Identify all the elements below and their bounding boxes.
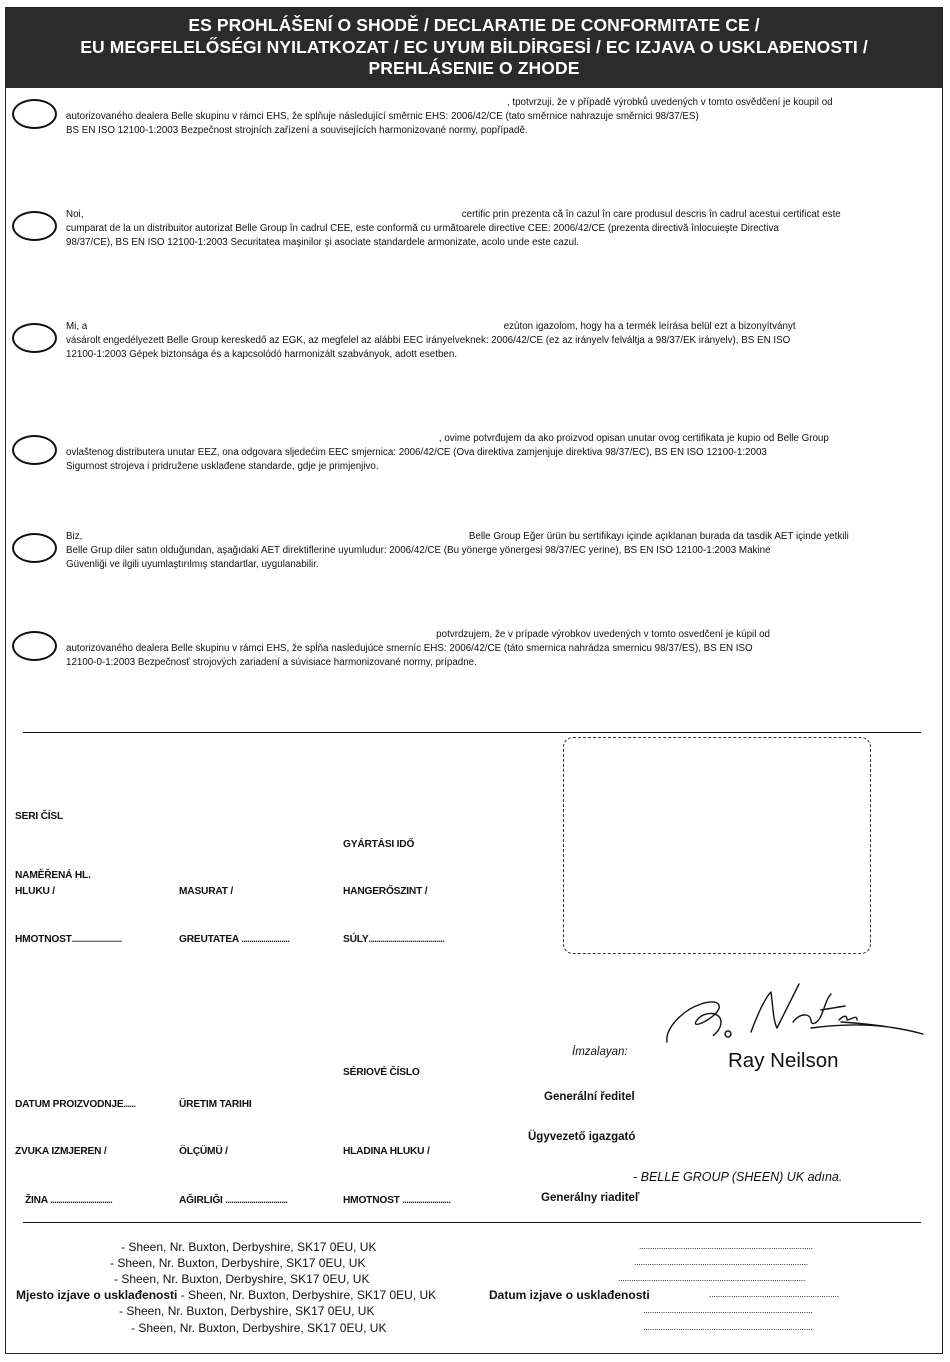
stamp-box[interactable] — [563, 737, 871, 954]
date-label: Datum izjave o usklađenosti — [489, 1288, 650, 1302]
declaration-text-sk — [66, 628, 936, 669]
selection-circle-cs[interactable] — [12, 99, 57, 129]
declaration-text-ro — [66, 208, 936, 249]
weight-text: AĞIRLIĞI — [179, 1195, 223, 1206]
title-line-3: PREHLÁSENIE O ZHODE — [368, 58, 580, 78]
selection-circle-hr[interactable] — [12, 435, 57, 465]
noise-level-label-sk: HLADINA HLUKU / — [343, 1146, 430, 1157]
weight-text: HMOTNOST — [15, 934, 72, 945]
address-line: - Sheen, Nr. Buxton, Derbyshire, SK17 0EU, UK — [110, 1256, 366, 1270]
title-line-1: ES PROHLÁŠENÍ O SHODĚ / DECLARATIE DE CONFORMITATE CE / — [188, 15, 760, 35]
declaration-line: Belle Grup diler satın olduğundan, aşağıdaki AET direktiflerine uyumludur: 2006/42/CE (Bu yönerge yönergesi 98/37/EC yerine), BS EN ISO 12100-1:2003 Makine — [66, 544, 771, 556]
selection-circle-tr[interactable] — [12, 533, 57, 563]
declaration-ro — [6, 208, 942, 268]
signatory-name: Ray Neilson — [728, 1049, 839, 1072]
declaration-hr — [6, 432, 942, 492]
on-behalf-text: - BELLE GROUP (SHEEN) UK adına. — [633, 1170, 843, 1184]
declaration-line: Mi, a ezúton igazolom, hogy ha a termék leírása belül ezt a bizonyítványt — [66, 321, 796, 332]
production-date-field[interactable]: ...... — [123, 1099, 136, 1109]
weight-text: ŽINA — [25, 1195, 48, 1206]
weight-label-cs — [15, 933, 122, 946]
date-of-declaration-label — [489, 1288, 650, 1302]
address-line: - Sheen, Nr. Buxton, Derbyshire, SK17 0EU, UK — [119, 1304, 375, 1318]
weight-label-hr — [25, 1194, 112, 1207]
date-field[interactable]: ............................................................................... — [634, 1257, 808, 1267]
date-field[interactable]: ............................................................................... — [639, 1241, 813, 1251]
declaration-line: vásárolt engedélyezett Belle Group kereskedő az EGK, az megfelel az alábbi EEC irányelveknek: 2006/42/CE (ez az irányelv felváltja a 98/37/EK irányelv), BS EN ISO — [66, 334, 791, 346]
address-line: - Sheen, Nr. Buxton, Derbyshire, SK17 0EU, UK — [114, 1272, 370, 1286]
measurement-label-tr: ÖLÇÜMÜ / — [179, 1146, 228, 1157]
selection-circle-hu[interactable] — [12, 323, 57, 353]
weight-field[interactable]: ...................................... — [368, 934, 445, 944]
production-date-text: DATUM PROIZVODNJE — [15, 1099, 124, 1110]
date-field[interactable]: ............................................................................. — [643, 1322, 813, 1332]
declaration-text-cs — [66, 96, 936, 137]
date-field[interactable]: ........................................................... — [709, 1289, 839, 1299]
divider — [23, 1222, 921, 1223]
date-field[interactable]: ..................................................................................... — [618, 1273, 806, 1283]
page-title — [6, 8, 942, 88]
measured-label: MASURAT / — [179, 886, 234, 897]
serial-number-label-sk: SÉRIOVÉ ČÍSLO — [343, 1067, 420, 1078]
weight-field[interactable]: ........................ — [241, 934, 290, 944]
weight-label-ro — [179, 933, 289, 946]
declaration-line: ovlaštenog distributera unutar EEZ, ona odgovara sljedećim EEC smjernica: 2006/42/CE (Ova direktiva zamjenjuje direktiva 98/37/EC), BS EN ISO 12100-1:2003 — [66, 446, 767, 458]
declaration-line: cumparat de la un distribuitor autorizat Belle Group în cadrul CEE, este conformă cu următoarele directive CEE: 2006/42/CE (prezenta directivă înlocuieşte Directiva — [66, 222, 779, 234]
place-label: Mjesto izjave o usklađenosti — [16, 1288, 178, 1302]
declaration-line: 98/37/CE), BS EN ISO 12100-1:2003 Securitatea maşinilor şi asociate standardele armonizate, acolo unde este cazul. — [66, 236, 579, 248]
declaration-line: 12100-0-1:2003 Bezpečnosť strojových zariadení a súvisiace harmonizované normy, prípadne. — [66, 656, 477, 668]
address-line: - Sheen, Nr. Buxton, Derbyshire, SK17 0EU, UK — [131, 1321, 387, 1335]
production-time-label: GYÁRTÁSI IDŐ — [343, 839, 415, 850]
declaration-text-hu — [66, 320, 936, 361]
measured-noise-label: NAMĚŘENÁ HL. — [15, 870, 91, 881]
divider — [23, 732, 921, 733]
document-frame — [5, 7, 943, 1354]
declaration-sk — [6, 628, 942, 688]
declaration-line: Güvenliği ve ilgili uyumlaştırılmış standartlar, uygulanabilir. — [66, 558, 319, 570]
signature-image — [661, 976, 931, 1046]
declaration-hu — [6, 320, 942, 380]
weight-label-hu — [343, 933, 444, 946]
declaration-line: autorizovaného dealera Belle skupinu v rámci EHS, že spĺňa nasledujúce smerníc EHS: 2006/42/CE (táto smernica nahrádza smernicu 98/37/ES), BS EN ISO — [66, 642, 753, 654]
production-date-label — [15, 1098, 136, 1111]
selection-circle-ro[interactable] — [12, 211, 57, 241]
noise-label: HLUKU / — [15, 886, 55, 897]
declaration-line: BS EN ISO 12100-1:2003 Bezpečnost strojních zařízení a souvisejících harmonizované normy, popřípadě. — [66, 124, 528, 136]
title-hu: Ügyvezető igazgató — [528, 1131, 636, 1143]
weight-field[interactable]: ............................... — [225, 1195, 288, 1205]
declaration-cs — [6, 96, 942, 156]
sound-measured-label: ZVUKA IZMJEREN / — [15, 1146, 107, 1157]
declaration-line: , tpotvrzuji, že v případě výrobků uvedených v tomto osvědčení je koupil od — [66, 97, 833, 108]
declaration-text-tr — [66, 530, 936, 571]
weight-label-tr — [179, 1194, 287, 1207]
date-field[interactable]: ............................................................................. — [643, 1305, 813, 1315]
weight-text: HMOTNOST — [343, 1195, 400, 1206]
weight-text: GREUTATEA — [179, 934, 239, 945]
weight-field[interactable]: ........................ — [402, 1195, 451, 1205]
address-line: - Sheen, Nr. Buxton, Derbyshire, SK17 0EU, UK — [180, 1288, 437, 1302]
declaration-line: 12100-1:2003 Gépek biztonsága és a kapcsolódó harmonizált szabványok, adott esetben. — [66, 348, 458, 360]
production-date-label-tr: ÜRETIM TARIHI — [179, 1099, 252, 1110]
weight-field[interactable]: ............................... — [50, 1195, 113, 1205]
declaration-line: Sigurnost strojeva i pridružene usklađene standarde, gdje je primjenjivo. — [66, 460, 379, 472]
sound-level-label: HANGERŐSZINT / — [343, 886, 428, 897]
declaration-line: autorizovaného dealera Belle skupinu v rámci EHS, že splňuje následující směrnic EHS: 2006/42/CE (tato směrnice nahrazuje směrnici 98/37/ES) — [66, 110, 699, 122]
declaration-text-hr — [66, 432, 936, 473]
declaration-line: Noi, certific prin prezenta că în cazul în care produsul descris în cadrul acestui certificat este — [66, 209, 841, 220]
title-cs: Generální ředitel — [544, 1091, 635, 1103]
declaration-line: Biz, Belle Group Eğer ürün bu sertifikayı içinde açıklanan burada da tasdik AET içinde yetkili — [66, 531, 849, 542]
declaration-line: , ovime potvrđujem da ako proizvod opisan unutar ovog certifikata je kupio od Belle Group — [66, 433, 829, 444]
declaration-tr — [6, 530, 942, 590]
address-line: - Sheen, Nr. Buxton, Derbyshire, SK17 0EU, UK — [121, 1240, 377, 1254]
selection-circle-sk[interactable] — [12, 631, 57, 661]
signed-by-label: İmzalayan: — [572, 1046, 628, 1058]
place-of-declaration — [16, 1288, 436, 1302]
serial-number-label: SERI ČÍSL — [15, 811, 64, 822]
weight-text: SÚLY — [343, 934, 369, 945]
declaration-line: potvrdzujem, že v prípade výrobkov uvedených v tomto osvedčení je kúpil od — [66, 629, 770, 640]
title-line-2: EU MEGFELELŐSÉGI NYILATKOZAT / EC UYUM BİLDİRGESİ / EC IZJAVA O USKLAĐENOSTI / — [80, 36, 868, 57]
weight-label-sk — [343, 1194, 450, 1207]
weight-field[interactable]: ......................... — [71, 934, 122, 944]
title-sk: Generálny riaditeľ — [541, 1192, 640, 1204]
